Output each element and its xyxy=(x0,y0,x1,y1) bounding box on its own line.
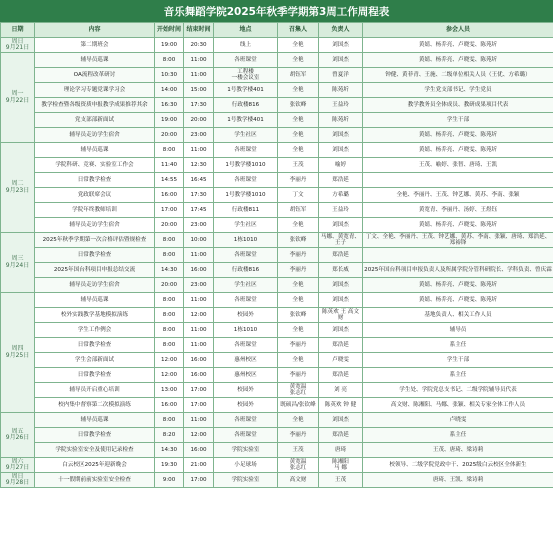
cell-owner: 曾夏洋 xyxy=(319,68,363,83)
cell-end-time: 21:00 xyxy=(184,458,214,473)
cell-attendees: 黄婧、杨乔亮、卢晓雯、陈苑圻 xyxy=(363,278,553,293)
cell-attendees xyxy=(363,248,553,263)
cell-day: 周日 9月28日 xyxy=(1,473,35,488)
cell-owner: 刘国杰 xyxy=(319,143,363,158)
table-row xyxy=(1,308,553,323)
table-row xyxy=(1,38,553,53)
cell-owner: 陈湘阳 马 娜 xyxy=(319,458,363,473)
cell-end-time: 23:00 xyxy=(184,128,214,143)
cell-convener: 全艳 xyxy=(278,218,319,233)
col-header-content: 内容 xyxy=(35,23,155,38)
table-row xyxy=(1,158,553,173)
cell-attendees xyxy=(363,173,553,188)
cell-content: 辅导员巡课 xyxy=(35,53,155,68)
cell-start-time: 12:00 xyxy=(155,368,184,383)
cell-end-time: 20:00 xyxy=(184,113,214,128)
cell-place: 各班课堂 xyxy=(214,413,278,428)
cell-convener: 李丽丹 xyxy=(278,248,319,263)
table-row xyxy=(1,278,553,293)
cell-end-time: 23:00 xyxy=(184,218,214,233)
cell-place: 行政楼811 xyxy=(214,203,278,218)
cell-owner: 陈英欢 钟 健 xyxy=(319,398,363,413)
cell-start-time: 14:00 xyxy=(155,83,184,98)
cell-attendees: 基地负责人、相关工作人员 xyxy=(363,308,553,323)
cell-start-time: 14:55 xyxy=(155,173,184,188)
cell-end-time: 16:00 xyxy=(184,443,214,458)
cell-start-time: 11:40 xyxy=(155,158,184,173)
cell-convener: 全艳 xyxy=(278,143,319,158)
cell-owner: 刘国杰 xyxy=(319,278,363,293)
col-header-end: 结束时间 xyxy=(184,23,214,38)
cell-content: 辅导员开启重心培训 xyxy=(35,383,155,398)
cell-place: 各班课堂 xyxy=(214,53,278,68)
cell-attendees: 学生党支部书记、学生党员 xyxy=(363,83,553,98)
table-row xyxy=(1,53,553,68)
cell-end-time: 12:00 xyxy=(184,308,214,323)
cell-attendees: 全艳、李丽丹、王茂、钟艺娜、黄苏、李南、张颖 xyxy=(363,188,553,203)
cell-owner: 陈英欢 王 高文财 xyxy=(319,308,363,323)
cell-end-time: 17:00 xyxy=(184,383,214,398)
cell-content: 白云校区2025年迎新晚会 xyxy=(35,458,155,473)
cell-end-time: 17:00 xyxy=(184,473,214,488)
table-row xyxy=(1,233,553,248)
cell-end-time: 10:00 xyxy=(184,233,214,248)
cell-owner: 唐琦 xyxy=(319,443,363,458)
cell-place: 学生社区 xyxy=(214,128,278,143)
page-title: 音乐舞蹈学院2025年秋季学期第3周工作周程表 xyxy=(0,0,553,22)
cell-convener: 李丽丹 xyxy=(278,263,319,278)
cell-attendees: 系主任 xyxy=(363,428,553,443)
cell-place: 1号教学楼401 xyxy=(214,113,278,128)
cell-start-time: 19:30 xyxy=(155,458,184,473)
cell-owner: 刘国杰 xyxy=(319,218,363,233)
cell-content: 日常教学检查 xyxy=(35,428,155,443)
table-row xyxy=(1,338,553,353)
cell-owner: 喻婷 xyxy=(319,158,363,173)
table-row xyxy=(1,218,553,233)
cell-day: 周四 9月25日 xyxy=(1,293,35,413)
table-row xyxy=(1,83,553,98)
cell-content: 日常教学检查 xyxy=(35,338,155,353)
cell-end-time: 17:45 xyxy=(184,203,214,218)
cell-attendees: 钟健、黄菲青、王施、二级单位相关人员（王优、方希璐） xyxy=(363,68,553,83)
cell-end-time: 16:00 xyxy=(184,368,214,383)
cell-place: 校园外 xyxy=(214,398,278,413)
cell-place: 1号教学楼1010 xyxy=(214,158,278,173)
cell-start-time: 19:00 xyxy=(155,38,184,53)
header-row xyxy=(1,23,553,38)
cell-start-time: 16:00 xyxy=(155,398,184,413)
col-header-attendees: 参会人员 xyxy=(363,23,553,38)
cell-convener: 高文财 xyxy=(278,473,319,488)
table-row xyxy=(1,263,553,278)
table-row xyxy=(1,68,553,83)
cell-convener: 张钦峰 xyxy=(278,233,319,248)
cell-convener: 丁文 xyxy=(278,188,319,203)
cell-convener: 全艳 xyxy=(278,353,319,368)
cell-start-time: 20:00 xyxy=(155,218,184,233)
cell-convener: 张钦峰 xyxy=(278,308,319,323)
cell-owner: 马娜、黄宽青、王子 xyxy=(319,233,363,248)
col-header-owner: 负责人 xyxy=(319,23,363,38)
cell-convener: 全艳 xyxy=(278,323,319,338)
cell-start-time: 16:30 xyxy=(155,98,184,113)
cell-place: 各班课堂 xyxy=(214,248,278,263)
col-header-place: 地点 xyxy=(214,23,278,38)
table-row xyxy=(1,293,553,308)
cell-attendees: 王茂、喻婷、张智、唐琦、王凯 xyxy=(363,158,553,173)
cell-owner: 郑浩延 xyxy=(319,428,363,443)
cell-attendees: 黄婧、杨乔亮、卢晓雯、陈苑圻 xyxy=(363,293,553,308)
cell-place: 1号教学楼401 xyxy=(214,83,278,98)
table-row xyxy=(1,113,553,128)
cell-place: 小足球场 xyxy=(214,458,278,473)
cell-owner: 郑长威 xyxy=(319,263,363,278)
schedule-table xyxy=(0,22,553,488)
cell-convener: 全艳 xyxy=(278,53,319,68)
cell-content: 学生会部新面试 xyxy=(35,353,155,368)
cell-attendees: 教学教务员全体成员、教研成果项目代表 xyxy=(363,98,553,113)
cell-place: 学生社区 xyxy=(214,218,278,233)
cell-content: 第二期班会 xyxy=(35,38,155,53)
cell-content: 辅导员走访学生宿舍 xyxy=(35,128,155,143)
schedule-body xyxy=(1,38,553,488)
cell-convener: 王茂 xyxy=(278,158,319,173)
table-row xyxy=(1,458,553,473)
table-row xyxy=(1,323,553,338)
cell-end-time: 11:00 xyxy=(184,68,214,83)
table-row xyxy=(1,368,553,383)
cell-owner: 刘国杰 xyxy=(319,53,363,68)
cell-place: 各班课堂 xyxy=(214,338,278,353)
cell-convener: 李丽丹 xyxy=(278,368,319,383)
cell-content: 辅导员巡课 xyxy=(35,413,155,428)
table-row xyxy=(1,428,553,443)
cell-convener: 李丽丹 xyxy=(278,173,319,188)
cell-end-time: 16:45 xyxy=(184,173,214,188)
cell-place: 行政楼816 xyxy=(214,98,278,113)
cell-content: OA流程改革研讨 xyxy=(35,68,155,83)
cell-start-time: 20:00 xyxy=(155,128,184,143)
cell-start-time: 8:00 xyxy=(155,413,184,428)
table-row xyxy=(1,398,553,413)
cell-convener: 李丽丹 xyxy=(278,338,319,353)
cell-attendees: 黄婧、杨乔亮、卢晓雯、陈苑圻 xyxy=(363,143,553,158)
cell-attendees: 王茂、唐琦、梁诗莉 xyxy=(363,443,553,458)
table-row xyxy=(1,98,553,113)
table-row xyxy=(1,473,553,488)
cell-attendees: 唐琦、王凯、梁诗莉 xyxy=(363,473,553,488)
cell-convener: 全艳 xyxy=(278,128,319,143)
cell-owner: 刘国杰 xyxy=(319,413,363,428)
cell-attendees: 2025年国台科项目申报负责人及所属学院分管科研院长、学科负责、曾庆霖 xyxy=(363,263,553,278)
cell-attendees: 丁文、全艳、李丽丹、王茂、钟艺娜、黄苏、李南、张颖、唐琦、郑浩延、郑裕锋 xyxy=(363,233,553,248)
cell-convener: 全艳 xyxy=(278,38,319,53)
cell-attendees: 黄婧、杨乔亮、卢晓雯、陈苑圻 xyxy=(363,38,553,53)
cell-content: 辅导员巡课 xyxy=(35,143,155,158)
cell-day: 周日 9月21日 xyxy=(1,38,35,53)
cell-place: 惠州校区 xyxy=(214,353,278,368)
cell-attendees: 高文财、陈湘阳、马娜、张颖、相关专家全体工作人员 xyxy=(363,398,553,413)
cell-content: 2025年国台科项目申报总结交流 xyxy=(35,263,155,278)
cell-content: 辅导员走访学生宿舍 xyxy=(35,218,155,233)
cell-content: 校内集中督察第二次模拟演练 xyxy=(35,398,155,413)
cell-end-time: 17:30 xyxy=(184,98,214,113)
cell-content: 学生工作例会 xyxy=(35,323,155,338)
cell-day: 周一 9月22日 xyxy=(1,53,35,143)
cell-end-time: 11:00 xyxy=(184,413,214,428)
cell-owner: 卢晓雯 xyxy=(319,353,363,368)
cell-owner: 刘国杰 xyxy=(319,128,363,143)
cell-content: 日常教学检查 xyxy=(35,368,155,383)
cell-place: 1栋1010 xyxy=(214,233,278,248)
cell-start-time: 8:00 xyxy=(155,233,184,248)
cell-start-time: 8:00 xyxy=(155,323,184,338)
cell-owner: 刘国杰 xyxy=(319,293,363,308)
table-row xyxy=(1,248,553,263)
cell-content: 日常教学检查 xyxy=(35,248,155,263)
cell-start-time: 19:00 xyxy=(155,113,184,128)
cell-content: 2025年秋季学期第一次合格评估暨规检查 xyxy=(35,233,155,248)
cell-start-time: 12:00 xyxy=(155,353,184,368)
table-row xyxy=(1,443,553,458)
cell-attendees: 辅导员 xyxy=(363,323,553,338)
cell-owner: 陈苑圻 xyxy=(319,83,363,98)
cell-end-time: 11:00 xyxy=(184,248,214,263)
cell-content: 教学检查暨各级资质申报教学成果推荐其余 xyxy=(35,98,155,113)
col-header-convener: 召集人 xyxy=(278,23,319,38)
cell-attendees: 系主任 xyxy=(363,368,553,383)
cell-end-time: 11:00 xyxy=(184,53,214,68)
cell-start-time: 14:30 xyxy=(155,443,184,458)
cell-day: 周六 9月27日 xyxy=(1,458,35,473)
cell-content: 校外实践教学基地模拟演练 xyxy=(35,308,155,323)
cell-convener: 全艳 xyxy=(278,278,319,293)
cell-end-time: 12:30 xyxy=(184,158,214,173)
cell-content: 学院年终教师培训 xyxy=(35,203,155,218)
cell-owner: 郑浩延 xyxy=(319,248,363,263)
cell-place: 各班课堂 xyxy=(214,428,278,443)
cell-attendees: 学生干部 xyxy=(363,113,553,128)
cell-place: 线上 xyxy=(214,38,278,53)
cell-attendees: 黄婧、杨乔亮、卢晓雯、陈苑圻 xyxy=(363,218,553,233)
cell-convener: 全艳 xyxy=(278,293,319,308)
cell-place: 工程楼 一楼会议室 xyxy=(214,68,278,83)
cell-convener: 黄宽温 张志红 xyxy=(278,383,319,398)
cell-owner: 王益玲 xyxy=(319,98,363,113)
cell-end-time: 11:00 xyxy=(184,143,214,158)
cell-start-time: 17:00 xyxy=(155,203,184,218)
table-row xyxy=(1,203,553,218)
cell-start-time: 13:00 xyxy=(155,383,184,398)
table-row xyxy=(1,383,553,398)
col-header-date: 日期 xyxy=(1,23,35,38)
cell-end-time: 11:00 xyxy=(184,338,214,353)
cell-end-time: 16:00 xyxy=(184,263,214,278)
cell-owner: 王益玲 xyxy=(319,203,363,218)
cell-attendees: 系主任 xyxy=(363,338,553,353)
cell-place: 各班课堂 xyxy=(214,143,278,158)
cell-attendees: 校领导、二级学院党政中干、2025级白云校区全体新生 xyxy=(363,458,553,473)
cell-day: 周三 9月24日 xyxy=(1,233,35,293)
cell-start-time: 8:00 xyxy=(155,248,184,263)
cell-start-time: 8:00 xyxy=(155,293,184,308)
table-row xyxy=(1,188,553,203)
cell-convener: 全艳 xyxy=(278,413,319,428)
cell-day: 周五 9月26日 xyxy=(1,413,35,458)
col-header-start: 开始时间 xyxy=(155,23,184,38)
cell-end-time: 23:00 xyxy=(184,278,214,293)
cell-place: 学生社区 xyxy=(214,278,278,293)
cell-start-time: 8:00 xyxy=(155,143,184,158)
cell-attendees: 卢晓雯 xyxy=(363,413,553,428)
cell-start-time: 9:00 xyxy=(155,473,184,488)
table-row xyxy=(1,173,553,188)
cell-content: 党支部部新面试 xyxy=(35,113,155,128)
cell-owner: 王茂 xyxy=(319,473,363,488)
cell-owner: 刘国杰 xyxy=(319,323,363,338)
cell-place: 校园外 xyxy=(214,308,278,323)
cell-owner: 郑浩延 xyxy=(319,368,363,383)
cell-convener: 张钦峰 xyxy=(278,98,319,113)
cell-start-time: 8:20 xyxy=(155,428,184,443)
cell-end-time: 17:00 xyxy=(184,398,214,413)
cell-end-time: 11:00 xyxy=(184,323,214,338)
cell-end-time: 11:00 xyxy=(184,293,214,308)
cell-start-time: 20:00 xyxy=(155,278,184,293)
cell-owner: 郑浩延 xyxy=(319,338,363,353)
cell-start-time: 8:00 xyxy=(155,338,184,353)
cell-content: 辅导员走访学生宿舍 xyxy=(35,278,155,293)
cell-owner: 刘国杰 xyxy=(319,38,363,53)
cell-place: 学院实验室 xyxy=(214,443,278,458)
table-row xyxy=(1,413,553,428)
cell-day: 周二 9月23日 xyxy=(1,143,35,233)
cell-content: 辅导员巡课 xyxy=(35,293,155,308)
cell-convener: 全艳 xyxy=(278,83,319,98)
cell-attendees: 黄婧、杨乔亮、卢晓雯、陈苑圻 xyxy=(363,128,553,143)
cell-convener: 李丽丹 xyxy=(278,428,319,443)
cell-convener: 王茂 xyxy=(278,443,319,458)
cell-convener: 全艳 xyxy=(278,113,319,128)
cell-attendees: 黄宽青、李丽丹、汤婷、王煜钰 xyxy=(363,203,553,218)
cell-content: 理论学习专题党课学习会 xyxy=(35,83,155,98)
cell-place: 学院实验室 xyxy=(214,473,278,488)
cell-content: 日常教学检查 xyxy=(35,173,155,188)
cell-attendees: 学生处、学院党总支书记、二级学院辅导员代表 xyxy=(363,383,553,398)
table-row xyxy=(1,143,553,158)
cell-place: 各班课堂 xyxy=(214,293,278,308)
cell-place: 各班课堂 xyxy=(214,173,278,188)
cell-end-time: 12:00 xyxy=(184,428,214,443)
cell-place: 惠州校区 xyxy=(214,368,278,383)
cell-content: 学院科研、竞赛、实验室工作会 xyxy=(35,158,155,173)
cell-owner: 陈苑圻 xyxy=(319,113,363,128)
cell-place: 1栋1010 xyxy=(214,323,278,338)
cell-start-time: 10:30 xyxy=(155,68,184,83)
cell-owner: 方希璐 xyxy=(319,188,363,203)
cell-start-time: 16:00 xyxy=(155,188,184,203)
cell-content: 学院实验室安全及使用记录检查 xyxy=(35,443,155,458)
cell-owner: 刘 亮 xyxy=(319,383,363,398)
table-row xyxy=(1,353,553,368)
cell-convener: 胡钰军 xyxy=(278,68,319,83)
cell-end-time: 16:00 xyxy=(184,353,214,368)
cell-end-time: 20:30 xyxy=(184,38,214,53)
cell-convener: 既硕昌/张钦峰 xyxy=(278,398,319,413)
cell-convener: 胡钰军 xyxy=(278,203,319,218)
cell-place: 校园外 xyxy=(214,383,278,398)
cell-end-time: 15:00 xyxy=(184,83,214,98)
cell-place: 行政楼816 xyxy=(214,263,278,278)
table-row xyxy=(1,128,553,143)
cell-place: 1号教学楼1010 xyxy=(214,188,278,203)
cell-content: 党政联席会议 xyxy=(35,188,155,203)
cell-start-time: 14:30 xyxy=(155,263,184,278)
cell-attendees: 学生干部 xyxy=(363,353,553,368)
cell-start-time: 8:00 xyxy=(155,53,184,68)
cell-start-time: 8:00 xyxy=(155,308,184,323)
cell-content: 十一假期前前实验室安全检查 xyxy=(35,473,155,488)
cell-convener: 黄宽温 张志红 xyxy=(278,458,319,473)
cell-owner: 郑浩延 xyxy=(319,173,363,188)
cell-end-time: 17:30 xyxy=(184,188,214,203)
cell-attendees: 黄婧、杨乔亮、卢晓雯、陈苑圻 xyxy=(363,53,553,68)
